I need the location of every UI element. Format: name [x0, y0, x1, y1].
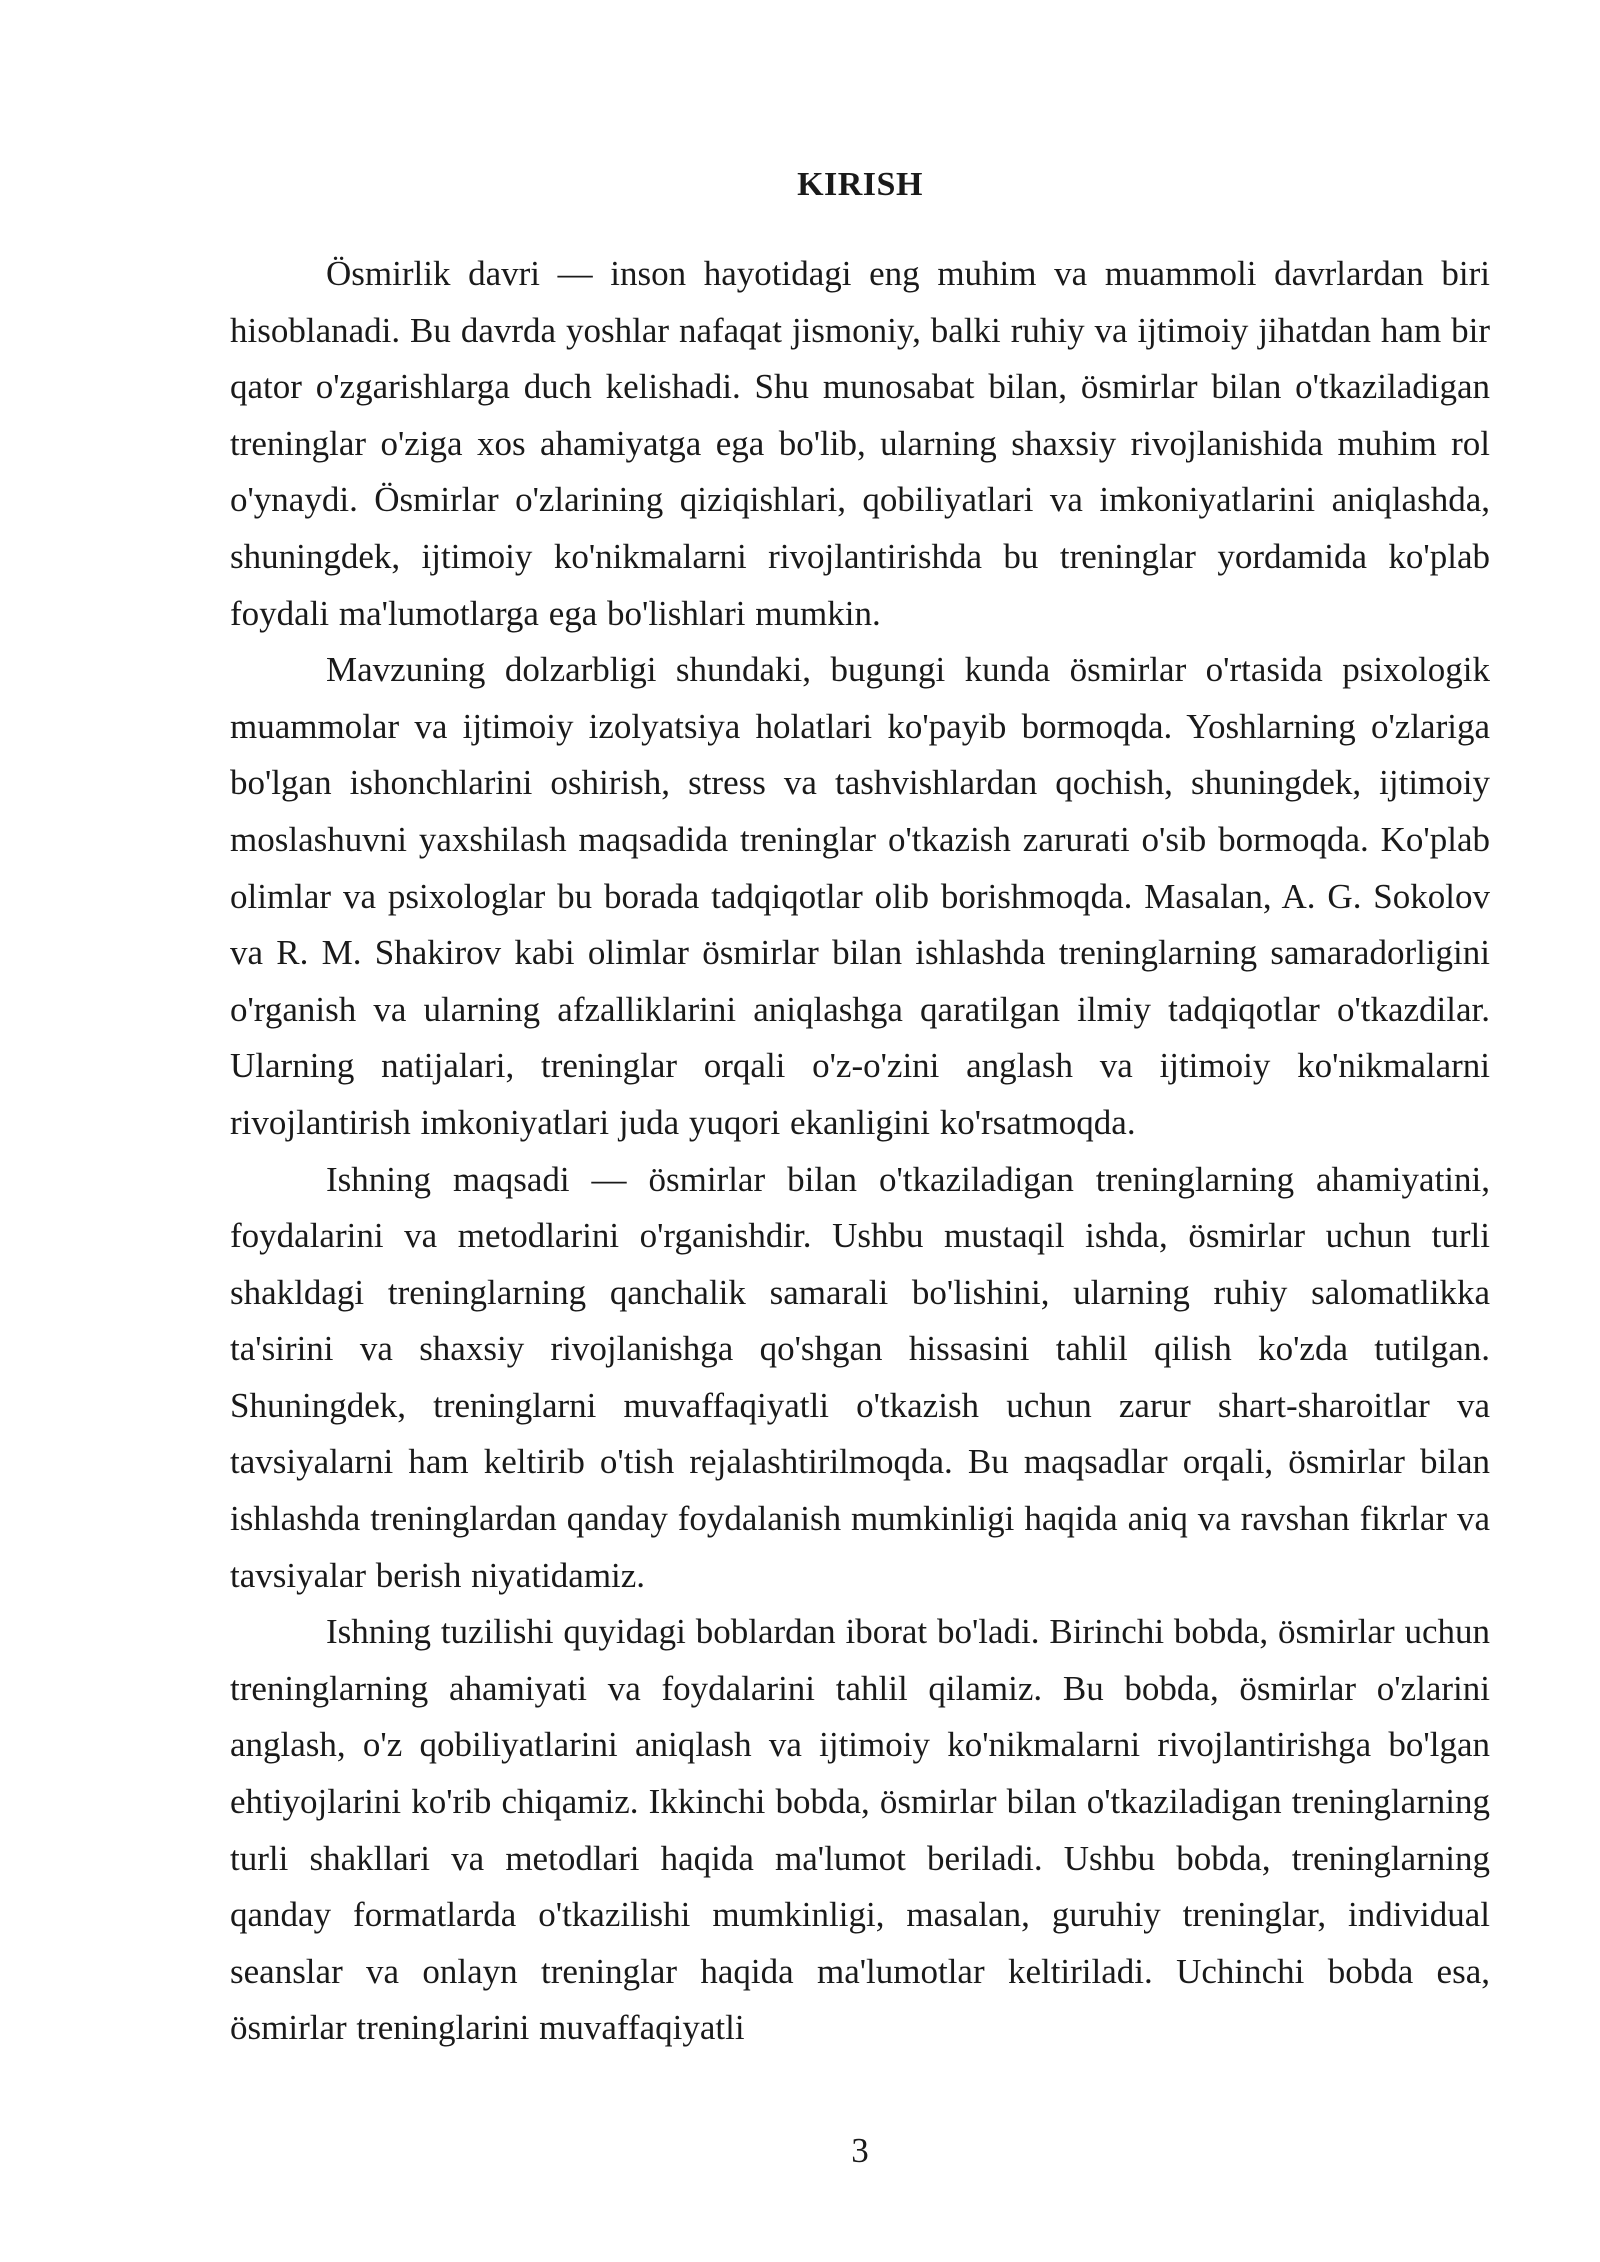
paragraph-relevance: Mavzuning dolzarbligi shundaki, bugungi kunda ösmirlar o'rtasida psixologik muammolar va ijtimoiy izolyatsiya holatlari ko'payib bormoqda. Yoshlarning o'zlariga bo'lgan ishonchlarini oshirish, stress va tashvishlardan qochish, shuningdek, ijtimoiy moslashuvni yaxshilash maqsadida treninglar o'tkazish zarurati o'sib bormoqda. Ko'plab olimlar va psixologlar bu borada tadqiqotlar olib borishmoqda. Masalan, A. G. Sokolov va R. M. Shakirov kabi olimlar ösmirlar bilan ishlashda treninglarning samaradorligini o'rganish va ularning afzalliklarini aniqlashga qaratilgan ilmiy tadqiqotlar o'tkazdilar. Ularning natijalari, treninglar orqali o'z-o'zini anglash va ijtimoiy ko'nikmalarni rivojlantirish imkoniyatlari juda yuqori ekanligini ko'rsatmoqda.: [230, 650, 1490, 1142]
paragraph-intro: Ösmirlik davri — inson hayotidagi eng muhim va muammoli davrlardan biri hisoblanadi. Bu davrda yoshlar nafaqat jismoniy, balki ruhiy va ijtimoiy jihatdan ham bir qator o'zgarishlarga duch kelishadi. Shu munosabat bilan, ösmirlar bilan o'tkaziladigan treninglar o'ziga xos ahamiyatga ega bo'lib, ularning shaxsiy rivojlanishida muhim rol o'ynaydi. Ösmirlar o'zlarining qiziqishlari, qobiliyatlari va imkoniyatlarini aniqlashda, shuningdek, ijtimoiy ko'nikmalarni rivojlantirishda bu treninglar yordamida ko'plab foydali ma'lumotlarga ega bo'lishlari mumkin.: [230, 254, 1490, 633]
paragraph-goal: Ishning maqsadi — ösmirlar bilan o'tkaziladigan treninglarning ahamiyatini, foydalarini va metodlarini o'rganishdir. Ushbu mustaqil ishda, ösmirlar uchun turli shakldagi treninglarning qanchalik samarali bo'lishini, ularning ruhiy salomatlikka ta'sirini va shaxsiy rivojlanishga qo'shgan hissasini tahlil qilish ko'zda tutilgan. Shuningdek, treninglarni muvaffaqiyatli o'tkazish uchun zarur shart-sharoitlar va tavsiyalarni ham keltirib o'tish rejalashtirilmoqda. Bu maqsadlar orqali, ösmirlar bilan ishlashda treninglardan qanday foydalanish mumkinligi haqida aniq va ravshan fikrlar va tavsiyalar berish niyatidamiz.: [230, 1159, 1490, 1595]
paragraph-structure: Ishning tuzilishi quyidagi boblardan iborat bo'ladi. Birinchi bobda, ösmirlar uchun treninglarning ahamiyati va foydalarini tahlil qilamiz. Bu bobda, ösmirlar o'zlarini anglash, o'z qobiliyatlarini aniqlash va ijtimoiy ko'nikmalarni rivojlantirishga bo'lgan ehtiyojlarini ko'rib chiqamiz. Ikkinchi bobda, ösmirlar bilan o'tkaziladigan treninglarning turli shakllari va metodlari haqida ma'lumot beriladi. Ushbu bobda, treninglarning qanday formatlarda o'tkazilishi mumkinligi, masalan, guruhiy treninglar, individual seanslar va onlayn treninglar haqida ma'lumotlar keltiriladi. Uchinchi bobda esa, ösmirlar treninglarini muvaffaqiyatli: [230, 1612, 1490, 2048]
section-heading: KIRISH: [797, 166, 923, 203]
body-text: [230, 246, 1490, 2057]
page-number: 3: [851, 2131, 869, 2170]
